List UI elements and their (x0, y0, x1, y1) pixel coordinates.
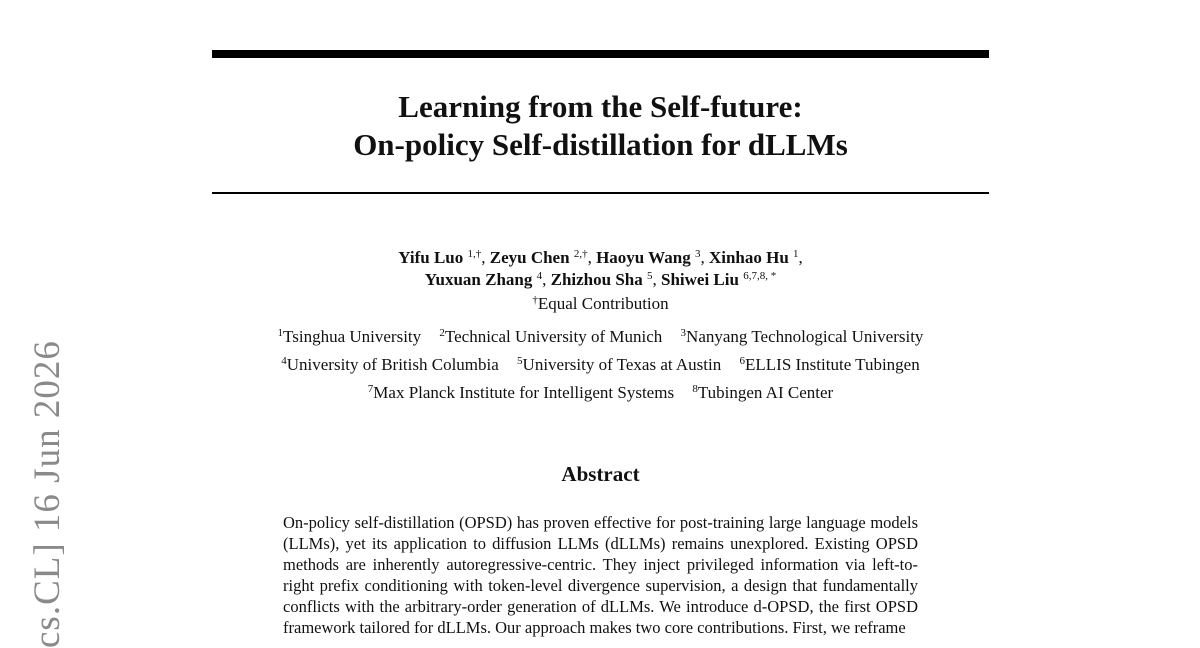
affiliation-line-3 (212, 379, 989, 407)
affiliation-list (212, 323, 989, 407)
affiliation: $^7$Max Planck Institute for Intelligent Systems (367, 383, 675, 402)
author-entry: Xinhao Hu $^1$, (708, 248, 803, 267)
abstract-body: On-policy self-distillation (OPSD) has proven effective for post-training large language models (LLMs), yet its application to diffusion LLMs (dLLMs) remains unexplored. Existing OPSD methods are inherently autoregressive-centric. They inject privileged information via left-to-right prefix conditioning with token-level divergence supervision, a design that fundamentally conflicts with the arbitrary-order generation of dLLMs. We introduce d-OPSD, the first OPSD framework tailored for dLLMs. Our approach makes two core contributions. First, we reframe (283, 513, 918, 637)
title-rule (212, 192, 989, 194)
title-line-2: On-policy Self-distillation for dLLMs (353, 127, 848, 162)
author-entry: Shiwei Liu $^{6,7,8, *}$ (661, 270, 777, 289)
author-entry: Zeyu Chen $^{2,\dagger}$, (489, 248, 597, 267)
equal-contribution-note: †Equal Contribution (532, 294, 669, 313)
title-line-1: Learning from the Self-future: (398, 89, 803, 124)
affiliation: $^2$Technical University of Munich (439, 327, 663, 346)
affiliation: $^1$Tsinghua University (277, 327, 422, 346)
affiliation: $^5$University of Texas at Austin (517, 355, 722, 374)
affiliation: $^6$ELLIS Institute Tubingen (739, 355, 920, 374)
arxiv-side-stamp: cs.CL] 16 Jun 2026 (27, 340, 68, 648)
author-line-1 (212, 247, 989, 269)
top-rule (212, 50, 989, 58)
author-entry: Zhizhou Sha $^5$, (550, 270, 661, 289)
author-entry: Yifu Luo $^{1,\dagger}$, (398, 248, 490, 267)
affiliation: $^4$University of British Columbia (281, 355, 499, 374)
author-line-2 (212, 269, 989, 291)
affiliation: $^8$Tubingen AI Center (692, 383, 834, 402)
author-entry: Haoyu Wang $^3$, (596, 248, 709, 267)
author-entry: Yuxuan Zhang $^4$, (424, 270, 551, 289)
paper-title (212, 88, 989, 164)
affiliation: $^3$Nanyang Technological University (680, 327, 924, 346)
affiliation-line-1 (212, 323, 989, 351)
abstract-heading: Abstract (561, 462, 640, 486)
author-list (212, 247, 989, 291)
affiliation-line-2 (212, 351, 989, 379)
